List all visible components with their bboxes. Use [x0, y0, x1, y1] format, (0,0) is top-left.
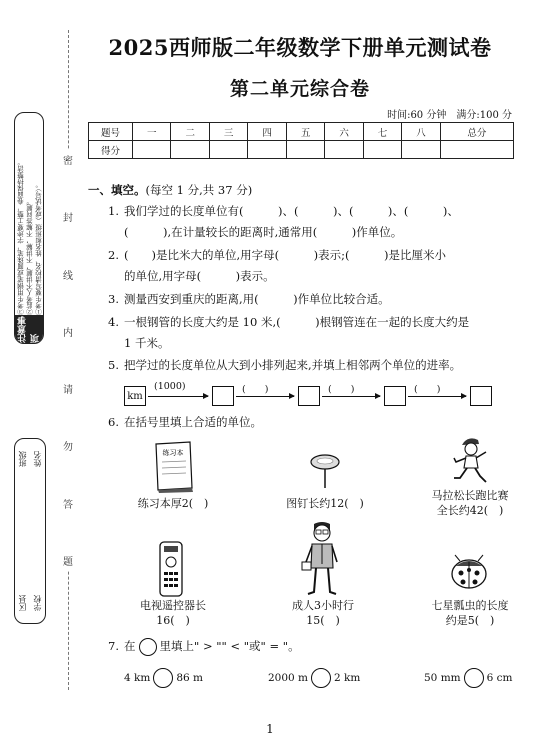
info-label-school: 学校	[33, 595, 42, 611]
score-cell[interactable]	[133, 141, 171, 159]
question-7	[108, 636, 528, 657]
question-text: ( )是比米大的单位,用字母( )表示;( )是比厘米小	[124, 248, 446, 262]
notice-line: ①考生要写清校名、姓名和班级（或考试号）。	[34, 181, 43, 315]
runner-icon	[448, 434, 494, 488]
question-number: 5.	[108, 358, 119, 372]
compare-left: 4 km	[124, 672, 151, 684]
score-header-cell: 六	[325, 123, 363, 141]
info-column-1	[32, 451, 43, 611]
section-heading	[88, 182, 252, 198]
binding-char: 请	[63, 379, 73, 398]
notice-line: ③考生用钢笔或圆珠笔，字迹要工整，卷面保持整洁。	[17, 159, 26, 315]
question-text: ( ),在计量较长的距离时,通常用( )作单位。	[124, 225, 403, 239]
unit-box-empty[interactable]	[298, 386, 320, 406]
compare-right: 6 cm	[486, 672, 513, 684]
book-cover-label: 练习本	[162, 449, 184, 457]
section-note: (每空 1 分,共 37 分)	[145, 183, 253, 197]
compare-left: 50 mm	[424, 672, 461, 684]
caption-walker: 成人3小时行 15( )	[292, 599, 354, 627]
question-text: 1 千米。	[124, 336, 170, 350]
score-header-cell: 题号	[89, 123, 133, 141]
caption-thumbtack: 图钉长约12( )	[286, 497, 364, 510]
question-text: 一根钢管的长度大约是 10 米,( )根钢管连在一起的长度大约是	[124, 315, 470, 329]
score-cell[interactable]	[402, 141, 440, 159]
compare-item-1	[124, 668, 203, 688]
remote-control-icon	[158, 540, 184, 598]
question-1	[108, 201, 528, 243]
score-row-label: 得分	[89, 141, 133, 159]
caption-remote: 电视遥控器长 16( )	[140, 599, 206, 627]
binding-char: 勿	[63, 436, 73, 455]
compare-right: 86 m	[176, 672, 203, 684]
score-table	[88, 122, 514, 159]
unit-box-empty[interactable]	[384, 386, 406, 406]
score-cell[interactable]	[286, 141, 324, 159]
arrow-right-icon	[236, 396, 294, 397]
question-number: 2.	[108, 248, 119, 262]
notice-title: 注意事项	[15, 315, 43, 343]
unit-box-empty[interactable]	[470, 386, 492, 406]
score-header-cell: 一	[133, 123, 171, 141]
score-header-cell: 二	[171, 123, 209, 141]
student-info-box	[14, 438, 46, 624]
compare-circle-sample	[139, 638, 157, 656]
score-cell[interactable]	[248, 141, 286, 159]
time-info: 时间:60 分钟 满分:100 分	[387, 110, 512, 121]
info-label-class: 班级	[18, 451, 27, 467]
score-header-cell: 四	[248, 123, 286, 141]
score-table-score-row	[89, 141, 514, 159]
compare-answer-circle[interactable]	[464, 668, 484, 688]
score-cell[interactable]	[325, 141, 363, 159]
info-label-district: 区县	[18, 595, 27, 611]
score-header-cell: 七	[363, 123, 401, 141]
unit-box-empty[interactable]	[212, 386, 234, 406]
rate-blank[interactable]: ( )	[242, 384, 269, 395]
question-text: 在	[124, 639, 136, 653]
question-text: 里填上" > "" < "或" = "。	[159, 639, 300, 653]
notice-box	[14, 112, 44, 344]
compare-left: 2000 m	[268, 672, 309, 684]
score-cell[interactable]	[209, 141, 247, 159]
binding-char: 线	[63, 265, 73, 284]
caption-exercise-book: 练习本厚2( )	[137, 497, 209, 510]
binding-char: 内	[63, 322, 73, 341]
question-number: 1.	[108, 204, 119, 218]
notice-line: ②监考人不讲题，不讲解，不解答问题。	[25, 198, 34, 315]
ladybug-icon	[446, 552, 492, 592]
question-4	[108, 312, 528, 354]
question-number: 7.	[108, 639, 119, 653]
score-header-cell: 八	[402, 123, 440, 141]
compare-answer-circle[interactable]	[153, 668, 173, 688]
arrow-right-icon	[322, 396, 380, 397]
question-text: 的单位,用字母( )表示。	[124, 269, 275, 283]
page-number: 1	[266, 722, 274, 736]
score-table-header-row	[89, 123, 514, 141]
score-cell[interactable]	[440, 141, 513, 159]
unit-chain	[124, 381, 504, 408]
question-text: 把学过的长度单位从大到小排列起来,并填上相邻两个单位的进率。	[124, 358, 462, 372]
score-header-cell: 三	[209, 123, 247, 141]
question-6	[108, 412, 528, 433]
compare-item-2	[268, 668, 360, 688]
binding-char: 密	[63, 150, 73, 169]
notice-lines	[17, 119, 43, 315]
section-title: 一、填空。	[88, 183, 146, 197]
rate-blank[interactable]: ( )	[414, 384, 441, 395]
compare-item-3	[424, 668, 512, 688]
question-number: 4.	[108, 315, 119, 329]
caption-runner: 马拉松长跑比赛 全长约42( )	[431, 489, 509, 517]
binding-char: 题	[63, 551, 73, 570]
page-title: 2025西师版二年级数学下册单元测试卷	[108, 35, 492, 60]
question-3	[108, 289, 528, 310]
walking-man-icon	[300, 520, 344, 598]
question-number: 3.	[108, 292, 119, 306]
question-text: 测量西安到重庆的距离,用( )作单位比较合适。	[124, 292, 390, 306]
rate-label: (1000)	[154, 381, 186, 392]
binding-instructions	[60, 150, 76, 570]
caption-ladybug: 七星瓢虫的长度 约是5( )	[431, 599, 509, 627]
info-column-2	[17, 451, 28, 611]
arrow-right-icon	[148, 396, 208, 397]
score-cell[interactable]	[363, 141, 401, 159]
question-text: 我们学过的长度单位有( )、( )、( )、( )、	[124, 204, 459, 218]
thumbtack-icon	[308, 452, 342, 490]
compare-right: 2 km	[334, 672, 361, 684]
arrow-right-icon	[408, 396, 466, 397]
binding-char: 答	[63, 494, 73, 513]
info-label-name: 姓名	[33, 451, 42, 467]
score-header-cell: 五	[286, 123, 324, 141]
question-number: 6.	[108, 415, 119, 429]
page-subtitle: 第二单元综合卷	[229, 78, 370, 100]
question-2	[108, 245, 528, 287]
score-cell[interactable]	[171, 141, 209, 159]
score-header-cell: 总分	[440, 123, 513, 141]
question-5	[108, 355, 528, 376]
binding-char: 封	[63, 207, 73, 226]
exercise-book-icon	[150, 440, 196, 494]
question-text: 在括号里填上合适的单位。	[124, 415, 262, 429]
unit-box-km: km	[124, 386, 146, 406]
rate-blank[interactable]: ( )	[328, 384, 355, 395]
compare-answer-circle[interactable]	[311, 668, 331, 688]
